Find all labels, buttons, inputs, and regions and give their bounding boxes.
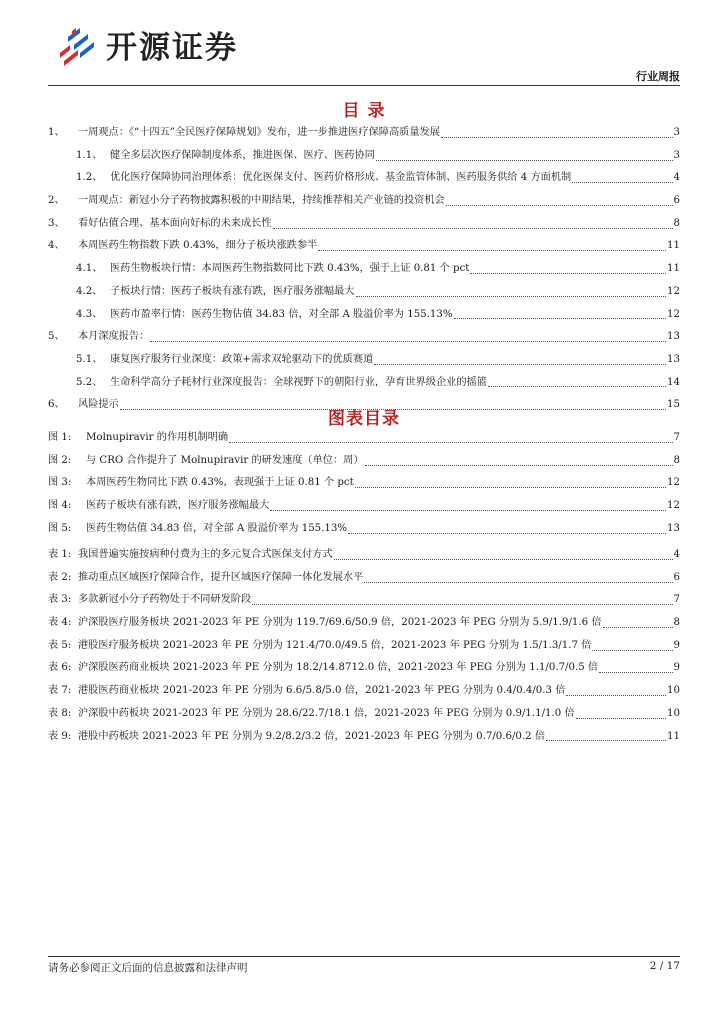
entry-number: 图 2:	[48, 454, 72, 466]
entry-title: 看好估值合理、基本面向好标的未来成长性	[78, 217, 272, 229]
entry-title: 我国普遍实施按病种付费为主的多元复合式医保支付方式	[78, 549, 333, 560]
entry-title: 优化医疗保障协同治理体系：优化医保支付、医药价格形成、基金监管体制、医药服务供给 4 方面机制	[110, 172, 572, 184]
entry-title: 多款新冠小分子药物处于不同研发阶段	[78, 594, 252, 606]
entry-title: 沪深股医疗服务板块 2021-2023 年 PE 分别为 119.7/69.6/50.9 倍，2021-2023 年 PEG 分别为 5.9/1.9/1.6 倍	[78, 617, 602, 629]
entry-title: 一周观点：《“十四五”全民医疗保障规划》发布，进一步推进医疗保障高质量发展	[78, 127, 440, 138]
entry-title: 推动重点区域医疗保障合作，提升区域医疗保障一体化发展水平	[78, 571, 364, 583]
leader-dots	[365, 465, 673, 466]
entry-page: 14	[667, 376, 680, 388]
figure-entry[interactable]	[48, 473, 680, 496]
entry-number: 表 5:	[48, 639, 72, 651]
entry-number: 1.1、	[76, 149, 103, 161]
entry-number: 表 4:	[48, 617, 72, 629]
leader-dots	[454, 318, 666, 319]
entry-title: 本周医药生物同比下跌 0.43%，表现强于上证 0.81 个 pct	[86, 477, 354, 489]
leader-dots	[229, 442, 672, 443]
leader-dots	[566, 695, 666, 696]
entry-number: 4、	[48, 240, 65, 252]
brand-name: 开源证券	[106, 30, 238, 66]
table-entry[interactable]	[48, 681, 680, 704]
entry-page: 13	[667, 522, 680, 534]
figure-entry[interactable]	[48, 496, 680, 519]
entry-title: 港股医疗服务板块 2021-2023 年 PE 分别为 121.4/70.0/49.5 倍，2021-2023 年 PEG 分别为 1.5/1.3/1.7 倍	[78, 639, 592, 651]
entry-number: 2、	[48, 195, 65, 207]
entry-number: 表 7:	[48, 685, 72, 697]
leader-dots	[150, 341, 666, 342]
toc-entry[interactable]	[48, 259, 680, 282]
toc-entry[interactable]	[48, 327, 680, 350]
leader-dots	[546, 740, 666, 741]
entry-page: 7	[673, 432, 680, 443]
entry-page: 12	[667, 477, 680, 489]
leader-dots	[441, 137, 673, 138]
leader-dots	[318, 250, 666, 251]
toc-entry[interactable]	[48, 373, 680, 396]
toc-entry[interactable]	[48, 282, 680, 305]
leader-dots	[572, 182, 672, 183]
kaiyuan-logo-icon	[56, 23, 100, 67]
toc-title: 目 录	[342, 101, 386, 121]
entry-number: 图 3:	[48, 477, 72, 489]
entry-title: 医药市盈率行情：医药生物估值 34.83 倍，对全部 A 股溢价率为 155.13%	[110, 308, 453, 320]
entry-page: 6	[673, 571, 680, 583]
figure-entry[interactable]	[48, 451, 680, 474]
toc-entry[interactable]	[48, 350, 680, 373]
entry-page: 10	[667, 685, 680, 697]
entry-title: 康复医疗服务行业深度：政策+需求双轮驱动下的优质赛道	[110, 353, 374, 365]
toc-entry[interactable]	[48, 214, 680, 237]
entry-number: 表 2:	[48, 571, 72, 583]
table-entry[interactable]	[48, 545, 680, 568]
table-entry[interactable]	[48, 636, 680, 659]
entry-page: 13	[667, 331, 680, 343]
report-type-label: 行业周报	[636, 70, 680, 83]
table-entry[interactable]	[48, 568, 680, 591]
header-divider	[48, 85, 680, 86]
company-logo	[56, 22, 238, 67]
entry-number: 表 9:	[48, 730, 72, 742]
tables-list	[48, 545, 680, 749]
entry-number: 1、	[48, 127, 65, 138]
entry-page: 9	[673, 639, 680, 651]
entry-title: 港股医药商业板块 2021-2023 年 PE 分别为 6.6/5.8/5.0 倍，2021-2023 年 PEG 分别为 0.4/0.4/0.3 倍	[78, 685, 566, 697]
entry-page: 9	[673, 662, 680, 674]
entry-title: 医药生物板块行情：本周医药生物指数同比下跌 0.43%，强于上证 0.81 个 pct	[110, 263, 470, 275]
leader-dots	[488, 386, 666, 387]
page-indicator: 2 / 17	[649, 960, 680, 972]
entry-title: 生命科学高分子耗材行业深度报告：全球视野下的朝阳行业，孕育世界级企业的摇篮	[110, 376, 487, 388]
leader-dots	[603, 627, 673, 628]
leader-dots	[374, 364, 666, 365]
leader-dots	[592, 650, 672, 651]
entry-number: 4.2、	[76, 285, 103, 297]
entry-page: 8	[673, 454, 680, 466]
entry-page: 12	[667, 285, 680, 297]
entry-number: 5.2、	[76, 376, 103, 388]
figures-title: 图表目录	[328, 409, 400, 429]
entry-page: 8	[673, 617, 680, 629]
entry-number: 图 1:	[48, 432, 72, 443]
entry-title: 子板块行情：医药子板块有涨有跌，医疗服务涨幅最大	[110, 285, 355, 297]
entry-title: 本周医药生物指数下跌 0.43%，细分子板块涨跌参半	[78, 240, 318, 252]
leader-dots	[273, 228, 673, 229]
toc-entry[interactable]	[48, 191, 680, 214]
entry-number: 4.1、	[76, 263, 103, 275]
toc-entry[interactable]	[48, 236, 680, 259]
figure-entry[interactable]	[48, 428, 680, 451]
leader-dots	[376, 160, 673, 161]
page-header	[48, 18, 680, 82]
table-entry[interactable]	[48, 613, 680, 636]
entry-title: 沪深股医药商业板块 2021-2023 年 PE 分别为 18.2/14.8712.0 倍，2021-2023 年 PEG 分别为 1.1/0.7/0.5 倍	[78, 662, 599, 674]
leader-dots	[576, 718, 666, 719]
entry-page: 12	[667, 500, 680, 512]
leader-dots	[446, 205, 673, 206]
leader-dots	[355, 487, 666, 488]
footer-disclaimer: 请务必参阅正文后面的信息披露和法律声明	[48, 962, 248, 974]
entry-title: 风险提示	[78, 399, 119, 411]
entry-page: 11	[667, 263, 680, 275]
entry-page: 13	[667, 353, 680, 365]
entry-page: 7	[673, 594, 680, 606]
entry-title: 健全多层次医疗保障制度体系，推进医保、医疗、医药协同	[110, 149, 375, 161]
entry-number: 5.1、	[76, 353, 103, 365]
entry-number: 图 4:	[48, 500, 72, 512]
entry-page: 3	[673, 127, 680, 138]
entry-number: 表 3:	[48, 594, 72, 606]
figure-entry[interactable]	[48, 519, 680, 542]
figures-list	[48, 428, 680, 541]
entry-title: 医药生物估值 34.83 倍，对全部 A 股溢价率为 155.13%	[86, 522, 348, 534]
entry-number: 表 1:	[48, 549, 72, 560]
entry-number: 6、	[48, 399, 65, 411]
toc-entry[interactable]	[48, 146, 680, 169]
entry-number: 图 5:	[48, 522, 72, 534]
entry-page: 12	[667, 308, 680, 320]
table-entry[interactable]	[48, 704, 680, 727]
table-entry[interactable]	[48, 658, 680, 681]
entry-page: 11	[667, 730, 680, 742]
entry-page: 6	[673, 195, 680, 207]
entry-number: 4.3、	[76, 308, 103, 320]
entry-title: 本月深度报告：	[78, 331, 150, 343]
leader-dots	[470, 273, 666, 274]
table-entry[interactable]	[48, 590, 680, 613]
leader-dots	[599, 672, 672, 673]
entry-page: 10	[667, 707, 680, 719]
leader-dots	[270, 510, 666, 511]
entry-number: 3、	[48, 217, 65, 229]
leader-dots	[334, 559, 673, 560]
entry-number: 5、	[48, 331, 65, 343]
entry-page: 3	[673, 149, 680, 161]
entry-page: 15	[667, 399, 680, 411]
entry-title: 沪深股中药板块 2021-2023 年 PE 分别为 28.6/22.7/18.1 倍，2021-2023 年 PEG 分别为 0.9/1.1/1.0 倍	[78, 707, 575, 719]
entry-title: Molnupiravir 的作用机制明确	[86, 432, 229, 443]
toc-entry[interactable]	[48, 305, 680, 328]
entry-page: 4	[673, 172, 680, 184]
entry-title: 港股中药板块 2021-2023 年 PE 分别为 9.2/8.2/3.2 倍，2021-2023 年 PEG 分别为 0.7/0.6/0.2 倍	[78, 730, 546, 742]
toc-entry[interactable]	[48, 123, 680, 146]
entry-page: 4	[673, 549, 680, 560]
leader-dots	[252, 604, 672, 605]
leader-dots	[348, 533, 666, 534]
leader-dots	[364, 582, 672, 583]
entry-page: 11	[667, 240, 680, 252]
toc-entry[interactable]	[48, 168, 680, 191]
entry-number: 1.2、	[76, 172, 103, 184]
leader-dots	[356, 296, 667, 297]
footer-divider	[48, 956, 680, 957]
entry-number: 表 6:	[48, 662, 72, 674]
toc-list	[48, 123, 680, 418]
table-entry[interactable]	[48, 727, 680, 750]
entry-number: 表 8:	[48, 707, 72, 719]
entry-title: 一周观点：新冠小分子药物披露积极的中期结果，持续推荐相关产业链的投资机会	[78, 195, 445, 207]
entry-page: 8	[673, 217, 680, 229]
entry-title: 与 CRO 合作提升了 Molnupiravir 的研发速度（单位：周）	[86, 454, 364, 466]
entry-title: 医药子板块有涨有跌，医疗服务涨幅最大	[86, 500, 270, 512]
